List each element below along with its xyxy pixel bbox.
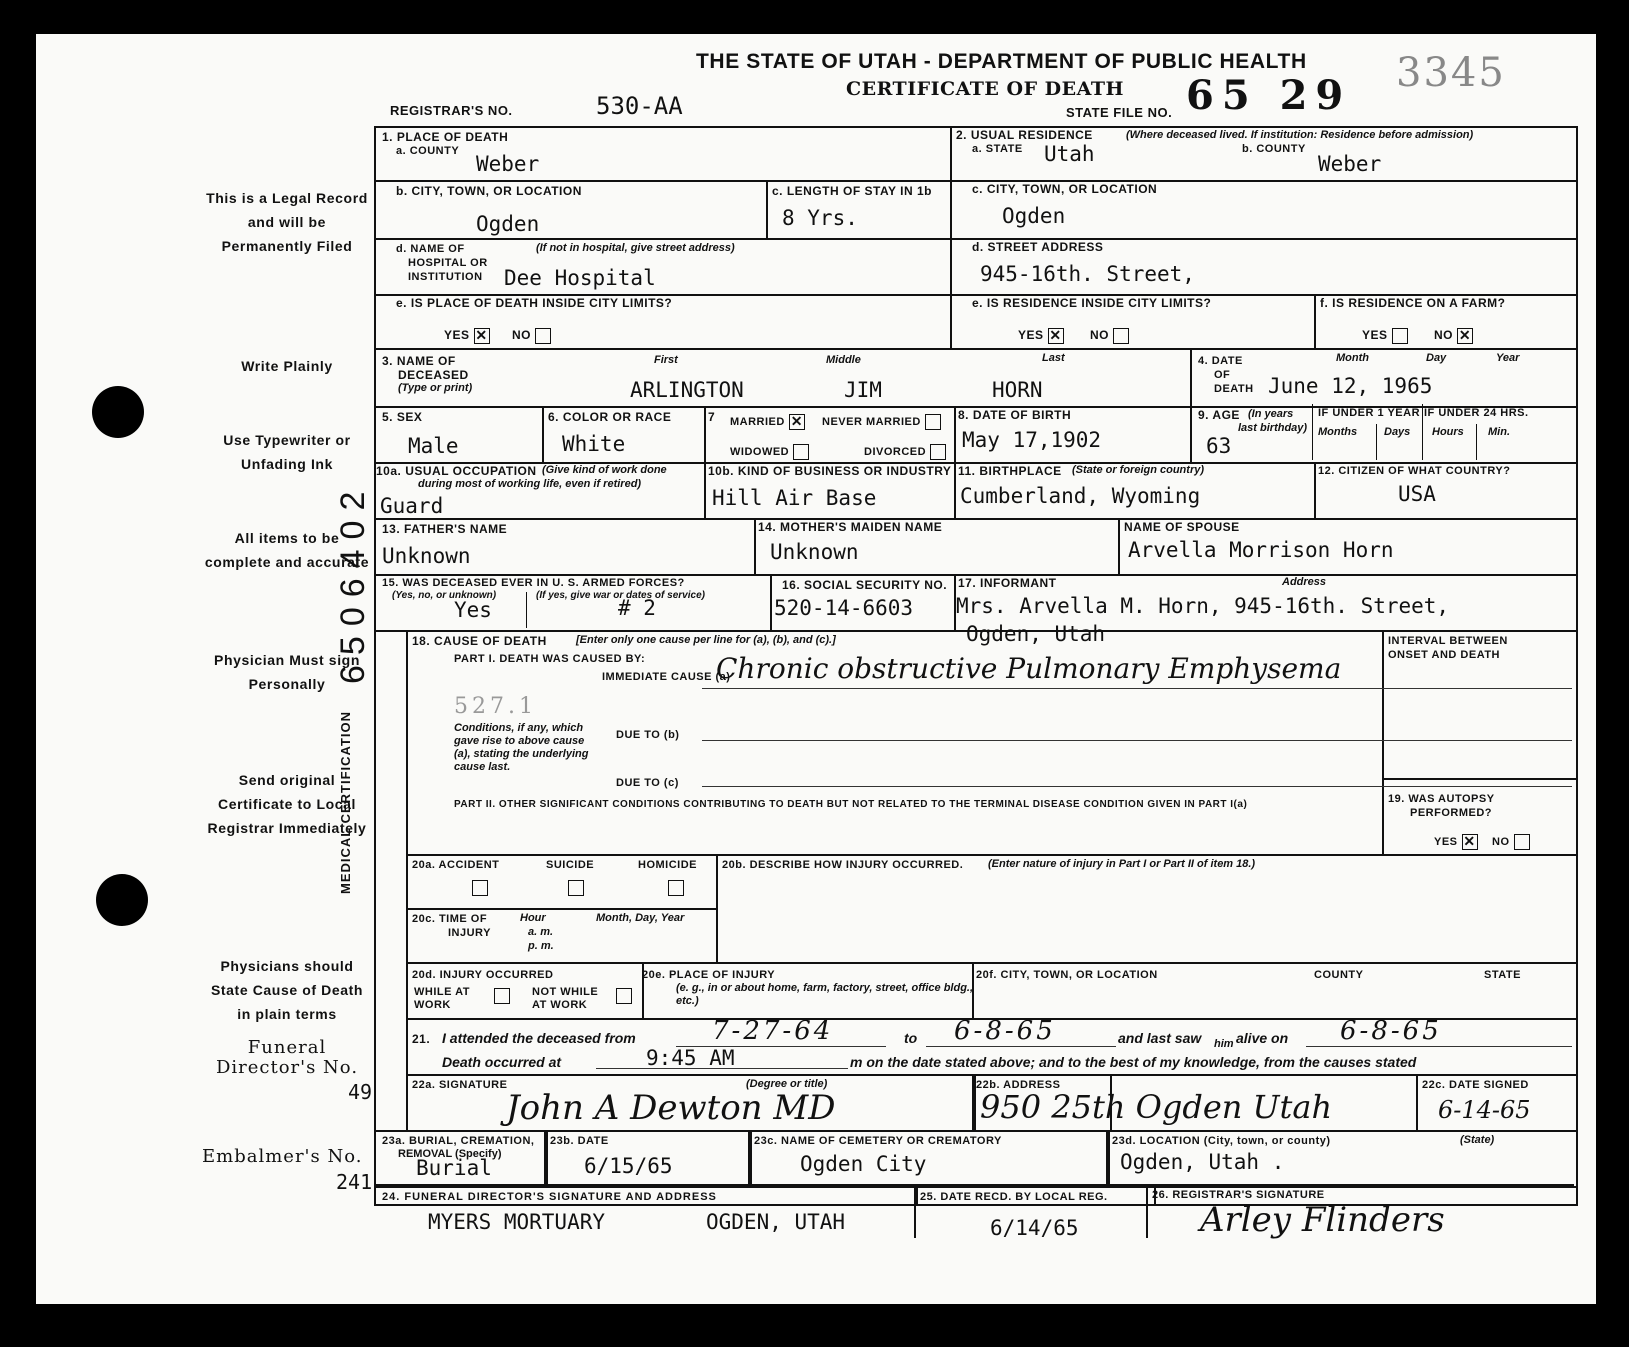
sidebar-note-legal: This is a Legal Record and will be Permanently Filed xyxy=(206,190,368,254)
widowed-option[interactable]: WIDOWED xyxy=(730,444,809,460)
street-address-label: d. STREET ADDRESS xyxy=(972,240,1104,254)
sidebar-note-typewriter: Use Typewriter or Unfading Ink xyxy=(223,432,351,472)
date-of-death-label-c: DEATH xyxy=(1214,383,1254,395)
due-to-b-label: DUE TO (b) xyxy=(616,729,680,741)
informant-value-2: Ogden, Utah xyxy=(966,622,1106,646)
date-of-death-label-b: OF xyxy=(1214,369,1231,381)
death-in-city-no[interactable]: NO xyxy=(512,328,551,344)
age-value: 63 xyxy=(1206,434,1232,458)
place-of-injury-note: (e. g., in or about home, farm, factory, street, office bldg., etc.) xyxy=(676,982,974,1007)
date-signed-value: 6-14-65 xyxy=(1438,1096,1531,1124)
father-value: Unknown xyxy=(382,544,471,568)
occupation-note-b: during most of working life, even if retired) xyxy=(418,478,642,490)
informant-address-label: Address xyxy=(1282,576,1327,588)
medical-certification-label: MEDICAL CERTIFICATION xyxy=(338,710,353,894)
month-label: Month xyxy=(1336,352,1369,364)
alive-on-label: alive on xyxy=(1236,1030,1289,1046)
date-of-death-value: June 12, 1965 xyxy=(1268,374,1433,398)
never-married-option[interactable]: NEVER MARRIED xyxy=(822,414,941,430)
ssn-label: 16. SOCIAL SECURITY NO. xyxy=(782,578,948,592)
hours-label: Hours xyxy=(1432,426,1464,438)
last-saw-label: and last saw xyxy=(1118,1030,1202,1046)
res-state-value: Utah xyxy=(1044,142,1095,166)
mother-label: 14. MOTHER'S MAIDEN NAME xyxy=(758,520,943,534)
disposition-label-a: 23a. BURIAL, CREMATION, xyxy=(382,1135,535,1147)
homicide-checkbox[interactable] xyxy=(668,880,684,896)
res-city-value: Ogden xyxy=(1002,204,1066,228)
hospital-label-a: d. NAME OF xyxy=(396,243,465,255)
sidebar-note-write-plainly: Write Plainly xyxy=(241,358,333,374)
armed-forces-label: 15. WAS DECEASED EVER IN U. S. ARMED FORCES? xyxy=(382,577,685,589)
res-in-city-no[interactable]: NO xyxy=(1090,328,1129,344)
war-service-value: # 2 xyxy=(618,596,656,620)
occupation-label: 10a. USUAL OCCUPATION xyxy=(376,464,537,478)
months-label: Months xyxy=(1318,426,1358,438)
county-label: a. COUNTY xyxy=(396,145,460,157)
occupation-note-a: (Give kind of work done xyxy=(542,464,667,476)
usual-residence-label: 2. USUAL RESIDENCE xyxy=(956,128,1093,142)
res-in-city-label: e. IS RESIDENCE INSIDE CITY LIMITS? xyxy=(972,296,1212,310)
funeral-director-city: OGDEN, UTAH xyxy=(706,1210,846,1234)
min-label: Min. xyxy=(1488,426,1510,438)
autopsy-no[interactable]: NO xyxy=(1492,834,1530,850)
burial-date-label: 23b. DATE xyxy=(550,1135,609,1147)
injury-occurred-label: 20d. INJURY OCCURRED xyxy=(412,969,554,981)
birthplace-value: Cumberland, Wyoming xyxy=(960,484,1201,508)
res-county-label: b. COUNTY xyxy=(1242,143,1306,155)
local-reg-date-label: 25. DATE RECD. BY LOCAL REG. xyxy=(920,1191,1108,1203)
death-county-value: Weber xyxy=(476,152,540,176)
armed-forces-note-b: (If yes, give war or dates of service) xyxy=(536,590,705,601)
injury-city-label: 20f. CITY, TOWN, OR LOCATION xyxy=(976,969,1158,981)
spouse-value: Arvella Morrison Horn xyxy=(1128,538,1394,562)
cemetery-value: Ogden City xyxy=(800,1152,927,1176)
birthplace-note: (State or foreign country) xyxy=(1072,464,1205,476)
attended-to-label: to xyxy=(904,1030,918,1046)
date-signed-label: 22c. DATE SIGNED xyxy=(1422,1079,1529,1091)
physician-address-label: 22b. ADDRESS xyxy=(976,1079,1061,1091)
age-label: 9. AGE xyxy=(1198,408,1240,422)
armed-forces-note-a: (Yes, no, or unknown) xyxy=(392,590,497,601)
while-at-work-checkbox[interactable] xyxy=(494,988,510,1004)
time-of-injury-label-a: 20c. TIME OF xyxy=(412,913,488,925)
first-name-label: First xyxy=(654,354,678,366)
am-label: a. m. xyxy=(528,926,554,938)
middle-name-value: JIM xyxy=(844,378,882,402)
funeral-director-number: 49 xyxy=(348,1080,373,1104)
punch-hole-top xyxy=(92,386,144,438)
hour-label: Hour xyxy=(520,912,546,924)
spouse-label: NAME OF SPOUSE xyxy=(1124,520,1240,534)
father-label: 13. FATHER'S NAME xyxy=(382,522,508,536)
suicide-label: SUICIDE xyxy=(546,859,595,871)
marital-label: 7 xyxy=(708,410,716,424)
state-file-number: 65 29 xyxy=(1186,72,1352,119)
first-name-value: ARLINGTON xyxy=(630,378,744,402)
suicide-checkbox[interactable] xyxy=(568,880,584,896)
cemetery-location-label: 23d. LOCATION (City, town, or county) xyxy=(1112,1135,1331,1147)
informant-label: 17. INFORMANT xyxy=(958,576,1057,590)
corner-number: 3345 xyxy=(1396,50,1506,96)
mother-value: Unknown xyxy=(770,540,859,564)
sex-label: 5. SEX xyxy=(382,410,423,424)
farm-yes[interactable]: YES xyxy=(1362,328,1408,344)
due-to-c-label: DUE TO (c) xyxy=(616,777,679,789)
attended-from-value: 7-27-64 xyxy=(712,1016,834,1046)
cause-code: 527.1 xyxy=(454,694,537,719)
birth-date-label: 8. DATE OF BIRTH xyxy=(958,408,1072,422)
death-city-label: b. CITY, TOWN, OR LOCATION xyxy=(396,184,582,198)
street-address-value: 945-16th. Street, xyxy=(980,262,1195,286)
cemetery-location-value: Ogden, Utah . xyxy=(1120,1150,1285,1174)
physician-signature: John A Dewton MD xyxy=(506,1088,836,1128)
cause-a-value: Chronic obstructive Pulmonary Emphysema xyxy=(716,652,1342,685)
day-label: Day xyxy=(1426,352,1447,364)
last-name-value: HORN xyxy=(992,378,1043,402)
death-in-city-label: e. IS PLACE OF DEATH INSIDE CITY LIMITS? xyxy=(396,296,673,310)
part-2-label: PART II. OTHER SIGNIFICANT CONDITIONS CONTRIBUTING TO DEATH BUT NOT RELATED TO THE TERMINAL DISEASE CONDITION GIVEN IN PART I(a) xyxy=(454,799,1248,810)
res-state-label: a. STATE xyxy=(972,143,1023,155)
autopsy-label-b: PERFORMED? xyxy=(1410,807,1492,819)
divorced-option[interactable]: DIVORCED xyxy=(864,444,946,460)
not-while-at-work-checkbox[interactable] xyxy=(616,988,632,1004)
death-occurred-label: Death occurred at xyxy=(442,1054,562,1070)
interval-label: INTERVAL BETWEEN ONSET AND DEATH xyxy=(1388,635,1508,661)
disposition-value: Burial xyxy=(416,1156,492,1180)
alive-on-value: 6-8-65 xyxy=(1340,1016,1442,1046)
death-occurred-tail: m on the date stated above; and to the best of my knowledge, from the causes stated xyxy=(850,1054,1417,1070)
armed-forces-value: Yes xyxy=(454,598,492,622)
under-24-hrs-label: IF UNDER 24 HRS. xyxy=(1424,407,1529,419)
under-1-year-label: IF UNDER 1 YEAR xyxy=(1318,407,1421,419)
last-name-label: Last xyxy=(1042,352,1065,364)
state-file-label: STATE FILE NO. xyxy=(1066,105,1173,120)
place-of-injury-label: 20e. PLACE OF INJURY xyxy=(642,969,776,981)
cemetery-state-label: (State) xyxy=(1460,1134,1495,1146)
hospital-note: (If not in hospital, give street address) xyxy=(536,242,735,254)
funeral-director-signature-label: 24. FUNERAL DIRECTOR'S SIGNATURE AND ADDRESS xyxy=(382,1191,717,1203)
sidebar-note-physician: Physician Must sign Personally xyxy=(214,652,360,692)
burial-date-value: 6/15/65 xyxy=(584,1154,673,1178)
conditions-note: Conditions, if any, which gave rise to above cause (a), stating the underlying cause last. xyxy=(454,722,589,773)
injury-description-label: 20b. DESCRIBE HOW INJURY OCCURRED. xyxy=(722,859,964,871)
injury-county-label: COUNTY xyxy=(1314,969,1364,981)
accident-label: 20a. ACCIDENT xyxy=(412,859,500,871)
age-note-b: last birthday) xyxy=(1238,422,1308,434)
married-option[interactable]: MARRIED ✕ xyxy=(730,413,803,429)
autopsy-label-a: 19. WAS AUTOPSY xyxy=(1388,793,1495,805)
deceased-label-a: 3. NAME OF xyxy=(382,354,456,368)
sex-value: Male xyxy=(408,434,459,458)
attended-label: I attended the deceased from xyxy=(442,1030,636,1046)
race-label: 6. COLOR OR RACE xyxy=(548,410,672,424)
embalmer-number: 241 xyxy=(336,1170,373,1194)
cause-of-death-label: 18. CAUSE OF DEATH xyxy=(412,634,547,648)
res-county-value: Weber xyxy=(1318,152,1382,176)
part-1-label: PART I. DEATH WAS CAUSED BY: xyxy=(454,653,646,665)
pm-label: p. m. xyxy=(528,940,554,952)
certificate-paper: THE STATE OF UTAH - DEPARTMENT OF PUBLIC HEALTH CERTIFICATE OF DEATH REGISTRAR'S NO. 530-AA STATE FILE NO. 65 29 3345 This is a Legal Record and will be Permanently Filed Write Plainly Use Typewriter or Unfading Ink All items to be complete and accurate Physician Must sign Personally Send original Certificate to Local Registrar Immediately Physicians should State Cause of Death in plain terms Funeral Director's No. 49 Embalmer's No. 241 6506402 1. PLACE OF DEATH a. COUNTY Weber 2. USUAL RESIDENCE (Where deceased lived. If institution: Residence before admission) a. STATE Utah b. COUNTY Weber b. CITY, TOWN, OR LOCATION Ogden c. LENGTH OF STAY IN 1b 8 Yrs. c. CITY, TOWN, OR LOCATION Ogden d. NAME OF HOSPITAL OR INSTITUTION (If not in hospital, give street address) Dee Hospital d. STREET ADDRESS 945-16th. Street, e. IS PLACE OF DEATH INSIDE CITY LIMITS? YES ✕ NO e. IS RESIDENCE INSIDE CITY LIMITS? YES ✕ NO f. IS RESIDENCE ON A FARM? YES NO ✕ 3. NAME OF DECEASED (Type or print) First Middle Last ARLINGTON JIM HORN 4. DATE OF DEATH Month Day Year June 12, 1965 5. SEX Male 6. COLOR OR RACE White 7 MARRIED ✕ NEVER MARRIED WIDOWED DIVORCED 8. DATE OF BIRTH May 17,1902 9. AGE (In years last birthday) 63 IF UNDER 1 YEAR IF UNDER 24 HRS. Months Days Hours Min. 10a. USUAL OCCUPATION (Give kind of work done during most of working life, even if retired) Guard 10b. KIND OF BUSINESS OR INDUSTRY Hill Air Base 11. BIRTHPLACE (State or foreign country) Cumberland, Wyoming 12. CITIZEN OF WHAT COUNTRY? USA 13. FATHER'S NAME Unknown 14. MOTHER'S MAIDEN NAME Unknown NAME OF SPOUSE Arvella Morrison Horn 15. WAS DECEASED EVER IN U. S. ARMED FORCES? (Yes, no, or unknown) (If yes, give war or dates of service) Yes # 2 16. SOCIAL SECURITY NO. 520-14-6603 17. INFORMANT Address Mrs. Arvella M. Horn, 945-16th. Street, Ogden, Utah MEDICAL CERTIFICATION 18. CAUSE OF DEATH [Enter only one cause per line for (a), (b), and (c).] PART I. DEATH WAS CAUSED BY: IMMEDIATE CAUSE (a) Chronic obstructive Pulmonary Emphysema 527.1 Conditions, if any, which gave rise to above cause (a), stating the underlying cause last. DUE TO (b) DUE TO (c) PART II. OTHER SIGNIFICANT CONDITIONS CONTRIBUTING TO DEATH BUT NOT RELATED TO THE TERMINAL DISEASE CONDITION GIVEN IN PART I(a) INTERVAL BETWEEN ONSET AND DEATH 19. WAS AUTOPSY PERFORMED? YES ✕ NO 20a. ACCIDENT SUICIDE HOMICIDE 20b. DESCRIBE HOW INJURY OCCURRED. (Enter nature of injury in Part I or Part II of item 18.) 20c. TIME OF INJURY Hour a. m. p. m. Month, Day, Year 20d. INJURY OCCURRED WHILE AT WORK NOT WHILE AT WORK 20e. PLACE OF INJURY (e. g., in or about home, farm, factory, street, office bldg., etc.) 20f. CITY, TOWN, OR LOCATION COUNTY STATE 21. I attended the deceased from 7-27-64 to 6-8-65 and last saw him alive on 6-8-65 Death occurred at 9:45 AM m on the date stated above; and to the best of my knowledge, from the causes stated 22a. SIGNATURE (Degree or title) John A Dewton MD 22b. ADDRESS 950 25th Ogden Utah 22c. DATE SIGNED 6-14-65 23a. BURIAL, CREMATION, REMOVAL (Specify) Burial 23b. DATE 6/15/65 23c. NAME OF CEMETERY OR CREMATORY Ogden City 23d. LOCATION (City, town, or county) (State) Ogden, Utah . 24. FUNERAL DIRECTOR'S SIGNATURE AND ADDRESS MYERS MORTUARY OGDEN, UTAH 25. DATE RECD. BY LOCAL REG. 6/14/65 26. REGISTRAR'S SIGNATURE Arley Flinders xyxy=(36,34,1596,1304)
item-21-prefix: 21. xyxy=(412,1032,431,1046)
citizen-label: 12. CITIZEN OF WHAT COUNTRY? xyxy=(1318,465,1511,477)
death-time-value: 9:45 AM xyxy=(646,1046,735,1070)
sidebar-note-complete: All items to be complete and accurate xyxy=(204,530,370,570)
accident-checkbox[interactable] xyxy=(472,880,488,896)
res-city-label: c. CITY, TOWN, OR LOCATION xyxy=(972,182,1158,196)
business-label: 10b. KIND OF BUSINESS OR INDUSTRY xyxy=(708,464,952,478)
certificate-title: CERTIFICATE OF DEATH xyxy=(846,78,1124,100)
cemetery-label: 23c. NAME OF CEMETERY OR CREMATORY xyxy=(754,1135,1002,1147)
deceased-label-b: DECEASED xyxy=(398,368,469,382)
middle-name-label: Middle xyxy=(826,354,861,366)
cause-of-death-note: [Enter only one cause per line for (a), (b), and (c).] xyxy=(576,634,836,646)
death-in-city-yes[interactable]: YES ✕ xyxy=(444,327,488,343)
funeral-director-name: MYERS MORTUARY xyxy=(428,1210,606,1234)
month-day-year-label: Month, Day, Year xyxy=(596,912,685,924)
not-while-at-work-label: NOT WHILE AT WORK xyxy=(532,986,599,1011)
attended-to-value: 6-8-65 xyxy=(954,1016,1056,1046)
punch-hole-bottom xyxy=(96,874,148,926)
hospital-value: Dee Hospital xyxy=(504,266,656,290)
registrar-number: 530-AA xyxy=(596,92,683,120)
state-title: THE STATE OF UTAH - DEPARTMENT OF PUBLIC HEALTH xyxy=(696,50,1307,73)
embalmer-label: Embalmer's No. xyxy=(202,1146,363,1167)
informant-value: Mrs. Arvella M. Horn, 945-16th. Street, xyxy=(956,594,1450,618)
length-of-stay-label: c. LENGTH OF STAY IN 1b xyxy=(772,184,932,198)
year-label: Year xyxy=(1496,352,1520,364)
immediate-cause-label: IMMEDIATE CAUSE (a) xyxy=(602,671,731,683)
sidebar-note-state-cause: Physicians should State Cause of Death in plain terms xyxy=(210,958,364,1022)
business-value: Hill Air Base xyxy=(712,486,877,510)
death-city-value: Ogden xyxy=(476,212,540,236)
funeral-director-label: Funeral Director's No. xyxy=(215,1037,359,1078)
date-of-death-label-a: 4. DATE xyxy=(1198,355,1243,367)
days-label: Days xyxy=(1384,426,1411,438)
injury-description-note: (Enter nature of injury in Part I or Part II of item 18.) xyxy=(988,858,1256,870)
sidebar-note-send-original: Send original Certificate to Local Registrar Immediately xyxy=(207,772,367,836)
birth-date-value: May 17,1902 xyxy=(962,428,1102,452)
registrar-label: REGISTRAR'S NO. xyxy=(390,103,513,118)
farm-label: f. IS RESIDENCE ON A FARM? xyxy=(1320,296,1506,310)
while-at-work-label: WHILE AT WORK xyxy=(414,986,470,1011)
hospital-label-c: INSTITUTION xyxy=(408,271,483,283)
usual-residence-note: (Where deceased lived. If institution: Residence before admission) xyxy=(1126,129,1474,141)
registrar-signature-label: 26. REGISTRAR'S SIGNATURE xyxy=(1152,1189,1325,1201)
time-of-injury-label-b: INJURY xyxy=(448,927,491,939)
injury-state-label: STATE xyxy=(1484,969,1521,981)
race-value: White xyxy=(562,432,626,456)
degree-label: (Degree or title) xyxy=(746,1078,828,1090)
ssn-value: 520-14-6603 xyxy=(774,596,914,620)
homicide-label: HOMICIDE xyxy=(638,859,697,871)
citizen-value: USA xyxy=(1398,482,1436,506)
him-label: him xyxy=(1214,1038,1234,1050)
res-in-city-yes[interactable]: YES ✕ xyxy=(1018,327,1062,343)
registrar-signature: Arley Flinders xyxy=(1200,1200,1445,1240)
local-reg-date-value: 6/14/65 xyxy=(990,1216,1079,1240)
autopsy-yes[interactable]: YES ✕ xyxy=(1434,833,1476,849)
occupation-value: Guard xyxy=(380,494,444,518)
hospital-label-b: HOSPITAL OR xyxy=(408,257,488,269)
birthplace-label: 11. BIRTHPLACE xyxy=(958,464,1062,478)
disposition-label-b: REMOVAL (Specify) xyxy=(398,1148,502,1160)
deceased-label-c: (Type or print) xyxy=(398,382,473,394)
place-of-death-label: 1. PLACE OF DEATH xyxy=(382,130,509,144)
physician-address-value: 950 25th Ogden Utah xyxy=(980,1088,1333,1126)
signature-label: 22a. SIGNATURE xyxy=(412,1079,508,1091)
length-of-stay-value: 8 Yrs. xyxy=(782,206,858,230)
age-note-a: (In years xyxy=(1248,408,1294,420)
farm-no[interactable]: NO ✕ xyxy=(1434,327,1472,343)
